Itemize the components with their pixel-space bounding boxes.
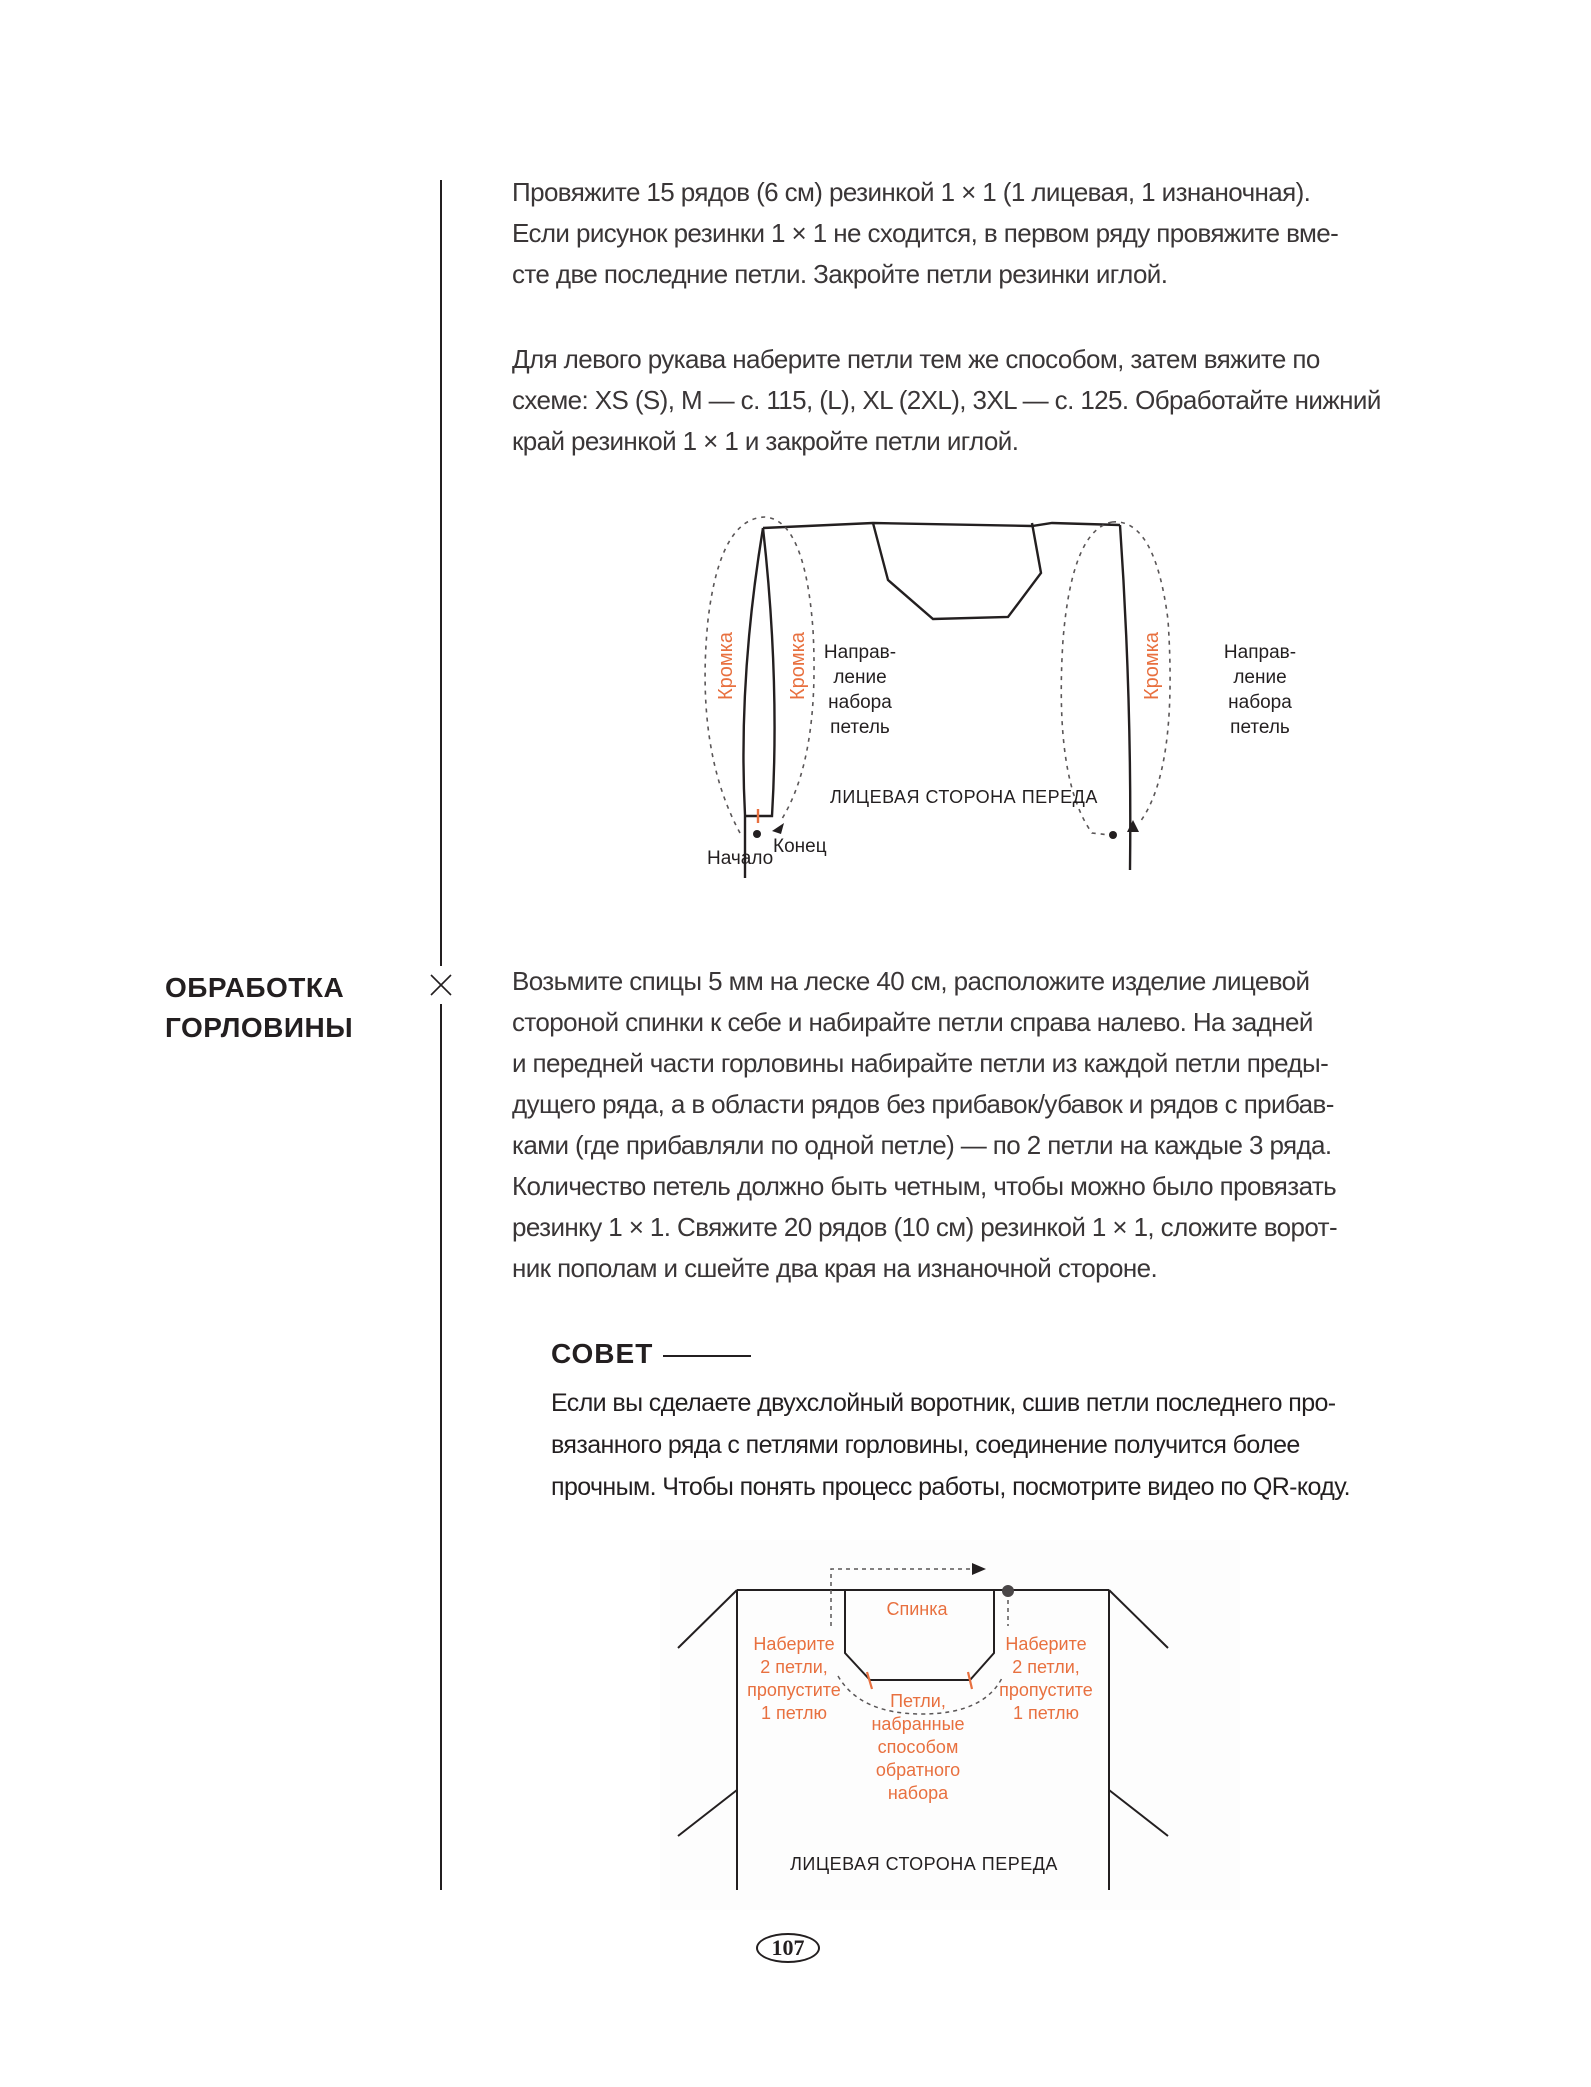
selvedge-label-left-inner: Кромка	[787, 632, 809, 700]
tip-heading	[551, 1338, 751, 1370]
selvedge-label-left-outer: Кромка	[715, 632, 737, 700]
direction-label-right	[1224, 642, 1296, 738]
start-label: Начало	[707, 848, 774, 869]
right-arrow-icon	[1127, 820, 1139, 832]
text-line: Провяжите 15 рядов (6 см) резинкой 1 × 1 (1 лицевая, 1 изнаночная).	[512, 177, 1311, 207]
svg-text:петель: петель	[830, 717, 890, 738]
svg-text:Направ-: Направ-	[823, 642, 897, 663]
intro-paragraph-2	[512, 339, 1412, 462]
selvedge-label-right: Кромка	[1141, 632, 1163, 700]
intro-paragraph-1	[512, 172, 1412, 295]
svg-text:набора: набора	[828, 692, 892, 713]
page-number-text: 107	[771, 1935, 805, 1960]
svg-text:2 петли,: 2 петли,	[1012, 1657, 1080, 1677]
svg-text:набора: набора	[1228, 692, 1292, 713]
svg-text:Направ-: Направ-	[1223, 642, 1297, 663]
text-line: Для левого рукава наберите петли тем же способом, затем вяжите по	[512, 344, 1320, 374]
svg-text:ление: ление	[1233, 667, 1287, 688]
svg-text:набранные: набранные	[871, 1714, 965, 1734]
section-title-line: ГОРЛОВИНЫ	[165, 1012, 354, 1043]
margin-rule-bottom	[440, 1004, 442, 1890]
text-line: Если вы сделаете двухслойный воротник, сшив петли последнего про-	[551, 1389, 1336, 1417]
sleeve-diagram	[680, 500, 1300, 900]
tip-label: СОВЕТ	[551, 1338, 654, 1369]
direction-label-left	[824, 642, 896, 738]
cross-marker-icon	[428, 972, 454, 998]
svg-text:1 петлю: 1 петлю	[1012, 1703, 1080, 1723]
start-dot-icon	[753, 830, 761, 838]
text-line: ками (где прибавляли по одной петле) — по 2 петли на каждые 3 ряда.	[512, 1130, 1332, 1160]
right-dot-icon	[1109, 831, 1117, 839]
section-title	[165, 968, 353, 1048]
svg-text:петель: петель	[1230, 717, 1290, 738]
end-label: Конец	[773, 836, 827, 857]
text-line: Возьмите спицы 5 мм на леске 40 см, расположите изделие лицевой	[512, 966, 1310, 996]
svg-text:Наберите: Наберите	[1005, 1634, 1087, 1654]
svg-text:2 петли,: 2 петли,	[760, 1657, 828, 1677]
tip-divider	[663, 1355, 751, 1357]
svg-text:обратного: обратного	[875, 1760, 961, 1780]
text-line: Если рисунок резинки 1 × 1 не сходится, в первом ряду провяжите вме-	[512, 218, 1339, 248]
neckline-diagram	[660, 1540, 1240, 1920]
svg-text:способом: способом	[877, 1737, 959, 1757]
text-line: дущего ряда, а в области рядов без прибавок/убавок и рядов с прибав-	[512, 1089, 1334, 1119]
text-line: резинку 1 × 1. Свяжите 20 рядов (10 см) резинкой 1 × 1, сложите ворот-	[512, 1212, 1338, 1242]
svg-text:пропустите: пропустите	[747, 1680, 841, 1700]
margin-rule-top	[440, 180, 442, 966]
text-line: ник пополам и сшейте два края на изнаночной стороне.	[512, 1253, 1158, 1283]
text-line: край резинкой 1 × 1 и закройте петли иглой.	[512, 426, 1019, 456]
text-line: вязанного ряда с петлями горловины, соединение получится более	[551, 1431, 1300, 1459]
front-side-label: ЛИЦЕВАЯ СТОРОНА ПЕРЕДА	[830, 787, 1098, 807]
page-number	[756, 1933, 820, 1963]
svg-text:ление: ление	[833, 667, 887, 688]
section-title-line: ОБРАБОТКА	[165, 972, 345, 1003]
svg-text:1 петлю: 1 петлю	[760, 1703, 828, 1723]
text-line: схеме: XS (S), M — с. 115, (L), XL (2XL), 3XL — с. 125. Обработайте нижний	[512, 385, 1381, 415]
text-line: Количество петель должно быть четным, чтобы можно было провязать	[512, 1171, 1337, 1201]
svg-text:набора: набора	[887, 1783, 949, 1803]
text-line: сте две последние петли. Закройте петли резинки иглой.	[512, 259, 1168, 289]
tip-text	[551, 1382, 1411, 1508]
start-point-icon	[1002, 1585, 1014, 1597]
svg-text:пропустите: пропустите	[999, 1680, 1093, 1700]
end-arrow-icon	[772, 823, 784, 834]
svg-text:Наберите: Наберите	[753, 1634, 835, 1654]
svg-text:Петли,: Петли,	[890, 1691, 946, 1711]
text-line: прочным. Чтобы понять процесс работы, посмотрите видео по QR-коду.	[551, 1473, 1350, 1501]
text-line: стороной спинки к себе и набирайте петли справа налево. На задней	[512, 1007, 1313, 1037]
back-label: Спинка	[886, 1599, 948, 1619]
text-line: и передней части горловины набирайте петли из каждой петли преды-	[512, 1048, 1329, 1078]
front-side-label: ЛИЦЕВАЯ СТОРОНА ПЕРЕДА	[790, 1854, 1058, 1874]
section-paragraph	[512, 961, 1412, 1289]
